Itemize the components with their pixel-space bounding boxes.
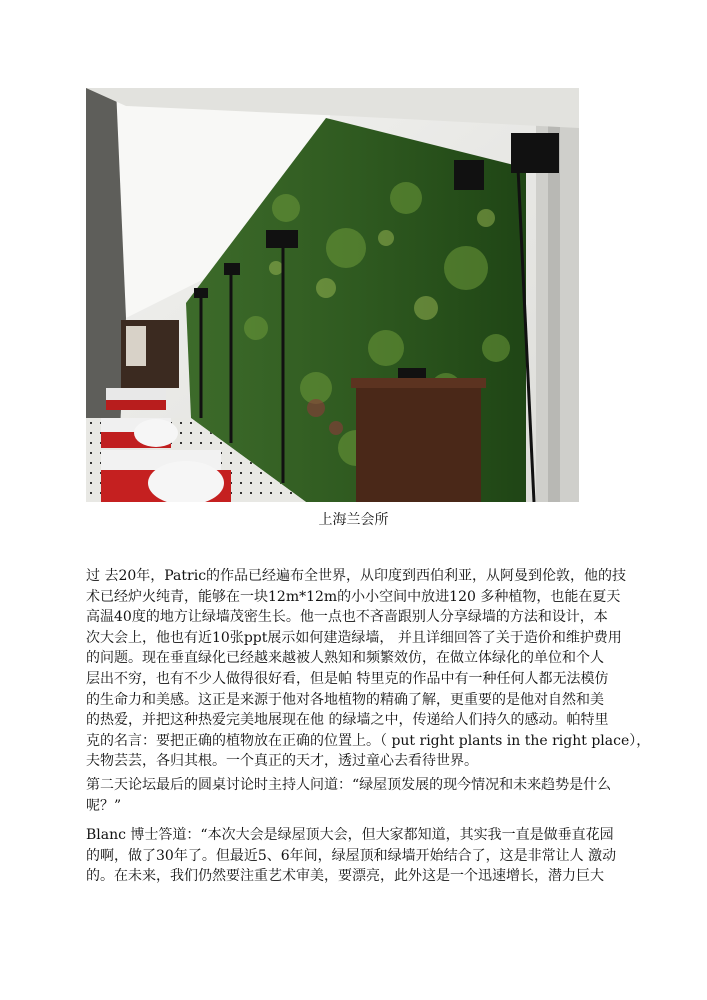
text-line: 呢？”	[86, 797, 122, 814]
text-line: 夫物芸芸，各归其根。一个真正的天才，透过童心去看待世界。	[86, 753, 478, 770]
text-line: 术已经炉火纯青，能够在一块12m*12m的小小空间中放进120 多种植物，也能在夏天	[86, 588, 621, 605]
paragraph-host-question	[86, 775, 626, 816]
paragraph-patrick	[86, 566, 651, 772]
figure-caption: 上海兰会所	[318, 512, 389, 528]
text-line: 的啊，做了30年了。但最近5、6年间，绿屋顶和绿墙开始结合了，这是非常让人 激动	[86, 847, 617, 864]
text-line: Blanc 博士答道：“本次大会是绿屋顶大会，但大家都知道，其实我一直是做垂直花园	[86, 827, 614, 843]
text-line: 次大会上，他也有近10张ppt展示如何建造绿墙， 并且详细回答了关于造价和维护费用	[86, 629, 622, 646]
text-line: 的。在未来，我们仍然要注重艺术审美，要漂亮，此外这是一个迅速增长，潜力巨大	[86, 868, 604, 885]
text-line: 过 去20年，Patric的作品已经遍布全世界，从印度到西伯利亚，从阿曼到伦敦，他的技	[86, 568, 627, 584]
text-line: 高温40度的地方让绿墙茂密生长。他一点也不吝啬跟别人分享绿墙的方法和设计，本	[86, 609, 608, 626]
text-line: 的热爱，并把这种热爱完美地展现在他 的绿墙之中，传递给人们持久的感动。帕特里	[86, 712, 609, 729]
text-line: 的问题。现在垂直绿化已经越来越被人熟知和频繁效仿，在做立体绿化的单位和个人	[86, 650, 604, 667]
paragraph-blanc-answer	[86, 825, 626, 887]
text-line: 第二天论坛最后的圆桌讨论时主持人问道：“绿屋顶发展的现今情况和未来趋势是什么	[86, 777, 612, 793]
text-line: 克的名言：要把正确的植物放在正确的位置上。（ put right plants in the right place），	[86, 732, 651, 749]
photo-illustration	[86, 88, 579, 502]
text-line: 的生命力和美感。这正是来源于他对各地植物的精确了解，更重要的是他对自然和美	[86, 691, 604, 708]
text-line: 层出不穷，也有不少人做得很好看，但是帕 特里克的作品中有一种任何人都无法模仿	[86, 670, 609, 687]
vertical-garden-photo	[86, 88, 579, 502]
